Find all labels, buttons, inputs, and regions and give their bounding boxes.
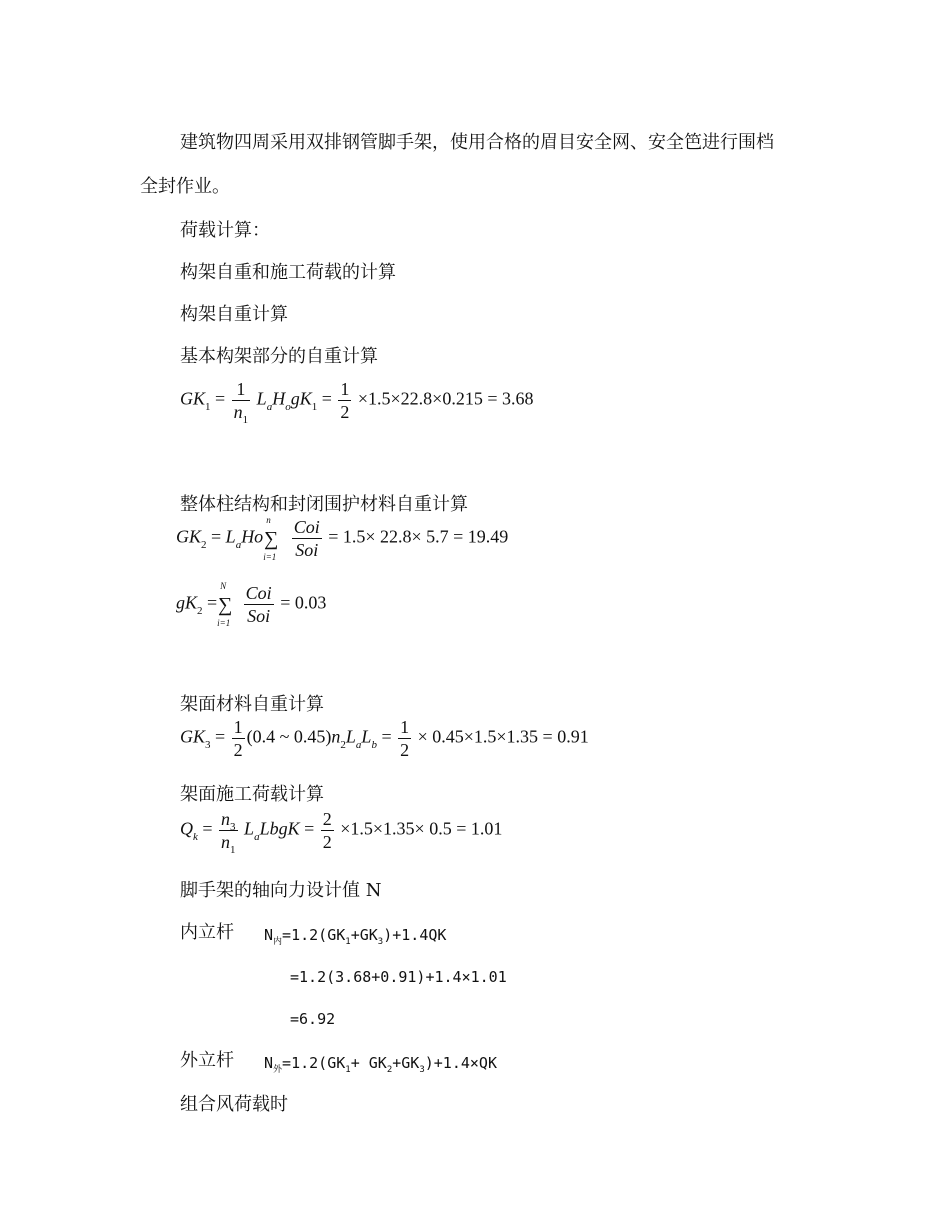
paragraph-line-2: 全封作业。 <box>140 176 230 197</box>
formula-gk2-tail: = 1.5× 22.8× 5.7 = 19.49 <box>328 526 509 547</box>
heading-frame-self-weight: 构架自重计算 <box>180 304 288 325</box>
heading-load-calc: 荷载计算： <box>180 220 270 241</box>
heading-frame-and-construction: 构架自重和施工荷载的计算 <box>180 262 396 283</box>
heading-column-and-enclosure: 整体柱结构和封闭围护材料自重计算 <box>180 494 468 515</box>
formula-gk3: $GK_3$ = $\frac{1}{2}$ (0.4 ~ $0.45)n_2L_aL_b$ = $\frac{1}{2}$ × 0.45×1.5×1.35 = 0.91 <box>180 717 589 760</box>
inner-pole-formula-line-2: =1.2(3.68+0.91)+1.4×1.01 <box>290 968 507 986</box>
formula-gk1: $GK_1$ = $\frac{1}{n_1}$ $L_aH_ogK_1$ = $\frac{1}{2}$ ×1.5×22.8×0.215 = 3.68 <box>180 379 534 426</box>
heading-wind-combination: 组合风荷载时 <box>180 1094 288 1115</box>
inner-pole-label: 内立杆 <box>180 922 234 943</box>
paragraph-line-1: 建筑物四周采用双排钢管脚手架，使用合格的眉目安全网、安全笆进行围档 <box>180 132 774 153</box>
formula-gk2-small-tail: = 0.03 <box>280 592 327 613</box>
heading-deck-construction: 架面施工荷载计算 <box>180 784 324 805</box>
heading-deck-material: 架面材料自重计算 <box>180 694 324 715</box>
outer-pole-label: 外立杆 <box>180 1050 234 1071</box>
heading-basic-frame: 基本构架部分的自重计算 <box>180 346 378 367</box>
formula-gk3-tail: × 0.45×1.5×1.35 = 0.91 <box>417 726 589 747</box>
outer-pole-formula-line-1: $N_外=1.2(GK_1+ GK_2+GK_3)+1.4\times QK$ <box>264 1054 497 1075</box>
formula-qk-tail: ×1.5×1.35× 0.5 = 1.01 <box>340 818 503 839</box>
formula-gk1-tail: ×1.5×22.8×0.215 = 3.68 <box>357 388 534 409</box>
inner-pole-formula-line-1: $N_内=1.2(GK_1+GK_3)+1.4QK$ <box>264 926 447 947</box>
inner-pole-formula-line-3: =6.92 <box>290 1010 336 1028</box>
formula-gk2-small: $gK_2$ =∑ N i=1 $\frac{\text{Coi}}{\text{Soi}}$ = 0.03 <box>176 580 327 628</box>
formula-gk3-range: (0.4 ~ 0.45) <box>246 726 332 747</box>
formula-qk: $Q_k$ = $\frac{n_3}{n_1}$ $L_aLbgK$ = $\frac{2}{2}$ ×1.5×1.35× 0.5 = 1.01 <box>180 809 503 856</box>
formula-gk2: $GK_2 = L_aHo\sum$ n i=1 $\frac{\text{Coi}}{\text{Soi}}$ = 1.5× 22.8× 5.7 = 19.49 <box>176 514 509 562</box>
heading-axial-force: 脚手架的轴向力设计值 N <box>180 880 382 901</box>
